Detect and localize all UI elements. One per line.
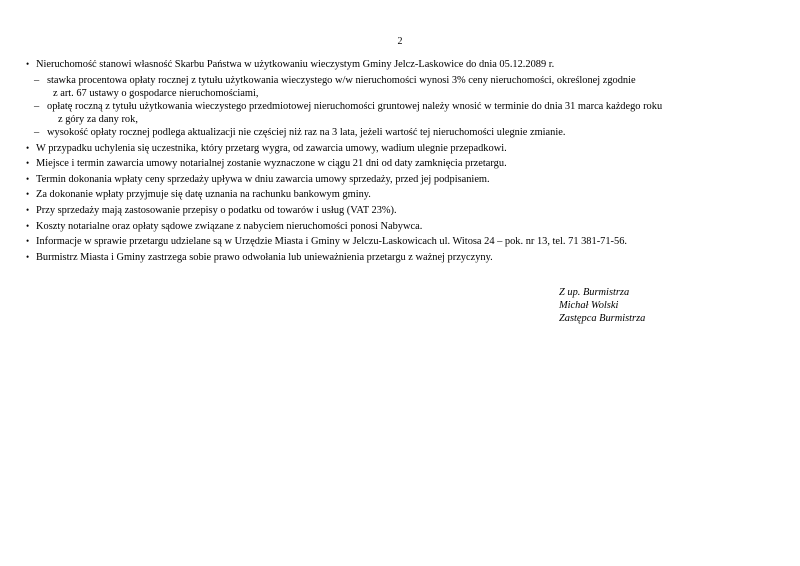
dash-icon: – [34,74,40,86]
list-item [26,235,766,248]
list-item-text: Termin dokonania wpłaty ceny sprzedaży upływa w dniu zawarcia umowy sprzedaży, przed jej podpisaniem. [36,173,490,185]
sub-item-line: stawka procentowa opłaty rocznej z tytułu użytkowania wieczystego w/w nieruchomości wynosi 3% ceny nieruchomości, określonej zgodnie [47,74,636,86]
bullet-icon: • [26,220,30,231]
list-item [26,251,766,264]
list-item [26,220,766,233]
list-item [26,157,766,170]
bullet-icon: • [26,158,30,169]
bullet-icon: • [26,251,30,262]
signature-name: Michał Wolski [559,300,619,311]
dash-icon: – [34,100,40,112]
list-item [26,204,766,217]
signature-authority: Z up. Burmistrza [559,287,630,298]
sub-item-line: z art. 67 ustawy o gospodarce nieruchomościami, [53,87,259,99]
list-item-text: Koszty notarialne oraz opłaty sądowe związane z nabyciem nieruchomości ponosi Nabywca. [36,220,423,232]
document-body [26,58,766,266]
bullet-icon: • [26,236,30,247]
list-item-text: W przypadku uchylenia się uczestnika, który przetarg wygra, od zawarcia umowy, wadium ulegnie przepadkowi. [36,142,507,154]
sub-list-item [26,74,766,100]
bullet-icon: • [26,173,30,184]
list-item-text: Informacje w sprawie przetargu udzielane są w Urzędzie Miasta i Gminy w Jelczu-Laskowicach ul. Witosa 24 – pok. nr 13, tel. 71 381-71-56. [36,236,627,248]
list-item-text: Nieruchomość stanowi własność Skarbu Państwa w użytkowaniu wieczystym Gminy Jelcz-Laskowice do dnia 05.12.2089 r. [36,59,555,70]
list-item [26,173,766,186]
sub-list-item [26,100,766,126]
list-item [26,58,766,71]
bullet-icon: • [26,142,30,153]
sub-list [26,74,766,139]
page-number: 2 [397,36,403,47]
list-item [26,188,766,201]
sub-item-line: z góry za dany rok, [58,113,138,125]
signature-title: Zastępca Burmistrza [559,313,646,324]
list-item [26,142,766,155]
bullet-icon: • [26,189,30,200]
list-item-text: Za dokonanie wpłaty przyjmuje się datę uznania na rachunku bankowym gminy. [36,189,371,201]
list-item-text: Miejsce i termin zawarcia umowy notarialnej zostanie wyznaczone w ciągu 21 dni od daty zamknięcia przetargu. [36,158,507,170]
dash-icon: – [34,126,40,138]
sub-item-line: opłatę roczną z tytułu użytkowania wieczystego przedmiotowej nieruchomości gruntowej należy wnosić w terminie do dnia 31 marca każdego roku [47,100,663,112]
sub-list-item [26,126,766,139]
list-item-text: Burmistrz Miasta i Gminy zastrzega sobie prawo odwołania lub unieważnienia przetargu z ważnej przyczyny. [36,251,493,263]
list-item-text: Przy sprzedaży mają zastosowanie przepisy o podatku od towarów i usług (VAT 23%). [36,204,397,216]
bullet-icon: • [26,59,30,69]
bullet-icon: • [26,204,30,215]
signature-block [559,286,645,325]
sub-item-line: wysokość opłaty rocznej podlega aktualizacji nie częściej niż raz na 3 lata, jeżeli wartość tej nieruchomości ulegnie zmianie. [47,126,566,138]
